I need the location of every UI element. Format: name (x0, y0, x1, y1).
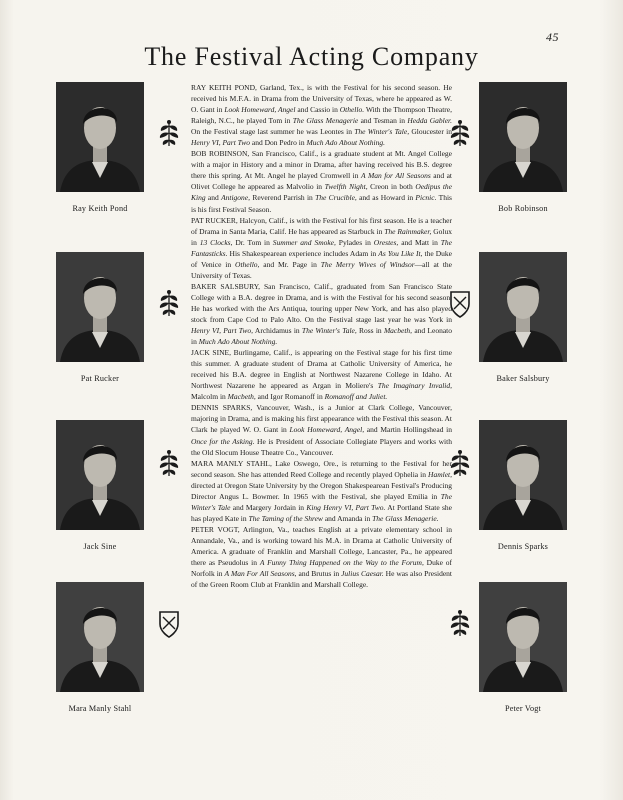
play-title: The Merry Wives of Windsor (320, 259, 415, 269)
play-title: Macbeth, (383, 326, 413, 336)
page-title: The Festival Acting Company (144, 42, 479, 71)
portrait-photo (479, 82, 567, 192)
biography-text: —all at the University of Texas. (191, 259, 452, 280)
portrait-card (479, 252, 567, 383)
play-title: A Man for All Seasons (361, 171, 431, 181)
biography-paragraph (191, 281, 452, 347)
portrait-photo (56, 82, 144, 192)
biography-text: and as Howard in (356, 193, 416, 203)
biography-text: BOB ROBINSON, San Francisco, Calif., is a graduate student at Mt. Angel College with a major in History and a minor in Drama, after having received his B.S. degree there this spring. At Mt. Angel he played Cromwell in (191, 149, 452, 181)
biography-text: With the Thompson Theatre, Raleigh, N.C., he played Tom in (191, 105, 452, 126)
biography-text: BAKER SALSBURY, San Francisco, Calif., graduated from San Francisco State College with a B.A. degree in Drama, and is with the Festival for his second season. He has worked with the Ars Antiqua, touring upper New York, and has also played stock from Cape Cod to Palo Alto. On the Festival stage last year he was York in (191, 281, 452, 324)
portrait-card (56, 420, 144, 551)
play-title: Summer and Smoke, (272, 237, 336, 247)
portrait-caption: Pat Rucker (80, 374, 120, 383)
play-title: The Winter's Tale, (354, 127, 410, 137)
portrait-photo (56, 420, 144, 530)
biography-text: Ross in (356, 326, 384, 336)
biography-text: and at Olivet College he appeared as Malvolio in (191, 171, 452, 192)
play-title: Once for the Asking. (191, 436, 255, 446)
biography-paragraph (191, 402, 452, 457)
portrait-caption: Bob Robinson (498, 204, 548, 213)
play-title: A Funny Thing Happened on the Way to the Forum, (259, 558, 424, 568)
play-title: Hedda Gabler. (407, 116, 452, 126)
play-title: Othello, (235, 259, 260, 269)
biography-paragraph (191, 524, 452, 590)
portrait-card (479, 420, 567, 551)
play-title: King Henry VI, Part Two. (306, 502, 386, 512)
biography-text: and Don Pedro in (250, 138, 307, 148)
portrait-caption: Peter Vogt (504, 704, 542, 713)
biography-column (191, 82, 452, 712)
play-title: Orestes, (373, 237, 399, 247)
portrait-card (56, 582, 144, 713)
biography-text: and Igor Romanoff in (255, 392, 325, 402)
biography-text: and Matt in (398, 237, 441, 247)
play-title: Much Ado About Nothing. (306, 138, 385, 148)
play-title: A Man For All Seasons, (224, 569, 297, 579)
biography-text: directed at Oregon State University by the Oregon Shakespearean Festival's Producing Director Angus L. Bowmer. In 1965 with the Festival, she played Emilia in (191, 480, 452, 501)
biography-text: and Martin Hollingshead in (364, 425, 452, 435)
portrait-caption: Jack Sine (83, 542, 117, 551)
biography-text: and Brutus in (296, 569, 342, 579)
play-title: Hamlet, (428, 469, 452, 479)
play-title: Henry VI, Part Two (191, 138, 251, 148)
portrait-caption: Baker Salsbury (496, 374, 550, 383)
play-title: Othello. (339, 105, 365, 115)
portrait-photo (479, 420, 567, 530)
play-title: The Taming of the Shrew (248, 513, 323, 523)
biography-text: Golux in (191, 226, 452, 247)
biography-paragraph (191, 458, 452, 524)
play-title: The Winter's Tale, (301, 326, 357, 336)
biography-text: At Portland State she has played Kate in (191, 502, 452, 523)
portrait-photo (479, 582, 567, 692)
play-title: The Crucible, (315, 193, 357, 203)
festival-crest-icon (156, 448, 182, 480)
play-title: The Rainmaker, (384, 226, 432, 236)
biography-text: He is President of Associate Collegiate Players and works with the Old Slocum House Theatre Co., Vancouver. (191, 436, 452, 457)
biography-text: On the Festival stage last summer he was Leontes in (191, 127, 355, 137)
biography-paragraph (191, 82, 452, 148)
biography-text: and Tesman in (358, 116, 408, 126)
portrait-photo (479, 252, 567, 362)
play-title: The Glass Menagerie (292, 116, 359, 126)
play-title: Look Homeward, Angel, (289, 425, 365, 435)
biography-text: This is his first Festival Season. (191, 193, 452, 214)
biography-text: DENNIS SPARKS, Vancouver, Wash., is a Junior at Clark College, Vancouver, majoring in Drama, and is making his first appearance with the Festival this season. At Clark he played W. O. Gant in (191, 403, 452, 435)
biography-text: Gloucester in (409, 127, 452, 137)
play-title: The Winter's Tale (191, 491, 452, 512)
play-title: Macbeth, (227, 392, 256, 402)
play-title: Romanoff and Juliet. (324, 392, 388, 402)
biography-text: His Shakespearean experience includes Adam in (227, 248, 379, 258)
play-title: Antigone, (221, 193, 251, 203)
play-title: Look Homeward, Angel (224, 105, 296, 115)
biography-paragraph (191, 215, 452, 281)
portrait-photo (56, 582, 144, 692)
festival-crest-icon (156, 288, 182, 320)
play-title: The Fantasticks. (191, 237, 452, 258)
biography-text: MARA MANLY STAHL, Lake Oswego, Ore., is returning to the Festival for her second season. She has attended Reed College and recently played Ophelia in (191, 458, 452, 479)
portrait-card (56, 82, 144, 213)
biography-text: and Cassio in (295, 105, 340, 115)
portrait-card (479, 82, 567, 213)
biography-text: and (205, 193, 222, 203)
portrait-card (479, 582, 567, 713)
biography-text: Archidamus in (253, 326, 302, 336)
biography-text: Pylades in (335, 237, 374, 247)
portrait-photo (56, 252, 144, 362)
play-title: The Glass Menagerie. (372, 513, 439, 523)
shield-crest-icon (156, 608, 182, 640)
play-title: As You Like It, (378, 248, 423, 258)
play-title: Julius Caesar. (341, 569, 384, 579)
biography-text: RAY KEITH POND, Garland, Tex., is with the Festival for his second season. He received his M.F.A. in Drama from the University of Texas, where he appeared as W. O. Gant in (191, 83, 452, 115)
biography-text: PAT RUCKER, Halcyon, Calif., is with the Festival for his first season. He is a teacher of Drama in Santa Maria, Calif. He has appeared as Starbuck in (191, 215, 452, 236)
biography-paragraph (191, 148, 452, 214)
biography-text: Creon in both (367, 182, 416, 192)
portrait-caption: Ray Keith Pond (72, 204, 128, 213)
play-title: Twelfth Night, (324, 182, 368, 192)
biography-text: the Duke of Venice in (191, 248, 452, 269)
biography-text: Duke of Norfolk in (191, 558, 452, 579)
play-title: Picnic. (415, 193, 437, 203)
biography-text: PETER VOGT, Arlington, Va., teaches English at a private elementary school in Annandale, Va., and is working toward his M.A. in Drama at Catholic University of America. A graduate of Franklin and Marshall College, Lancaster, Pa., he appeared there as Pseudolus in (191, 524, 452, 568)
portrait-caption: Mara Manly Stahl (68, 704, 132, 713)
portrait-card (56, 252, 144, 383)
biography-text: JACK SINE, Burlingame, Calif., is appearing on the Festival stage for his first time this summer. A graduate student of Drama at Catholic University of America, he received his B.A. degree in English at Northwest Nazarene College in Idaho. At Northwest Nazarene he appeared as Argan in Moliere's (191, 348, 452, 391)
biography-paragraph (191, 347, 452, 402)
play-title: 13 Clocks, (199, 237, 233, 247)
play-title: Oedipus the King (191, 182, 452, 203)
festival-crest-icon (156, 118, 182, 150)
biography-text: Reverend Parrish in (250, 193, 316, 203)
play-title: Much Ado About Nothing. (198, 337, 278, 347)
biography-text: He was also President of the Green Room Club at Franklin and Marshall College. (191, 569, 452, 590)
portrait-caption: Dennis Sparks (497, 542, 549, 551)
play-title: Henry VI, Part Two, (191, 326, 254, 336)
biography-text: and Mr. Page in (259, 259, 321, 269)
biography-text: Dr. Tom in (232, 237, 273, 247)
biography-text: and Margery Jordain in (230, 502, 307, 512)
play-title: The Imaginary Invalid, (377, 381, 452, 391)
page-number: 45 (546, 30, 559, 44)
biography-text: Malcolm in (191, 392, 228, 402)
biography-text: and Amanda in (322, 513, 373, 523)
biography-text: and Leonato in (191, 326, 452, 347)
